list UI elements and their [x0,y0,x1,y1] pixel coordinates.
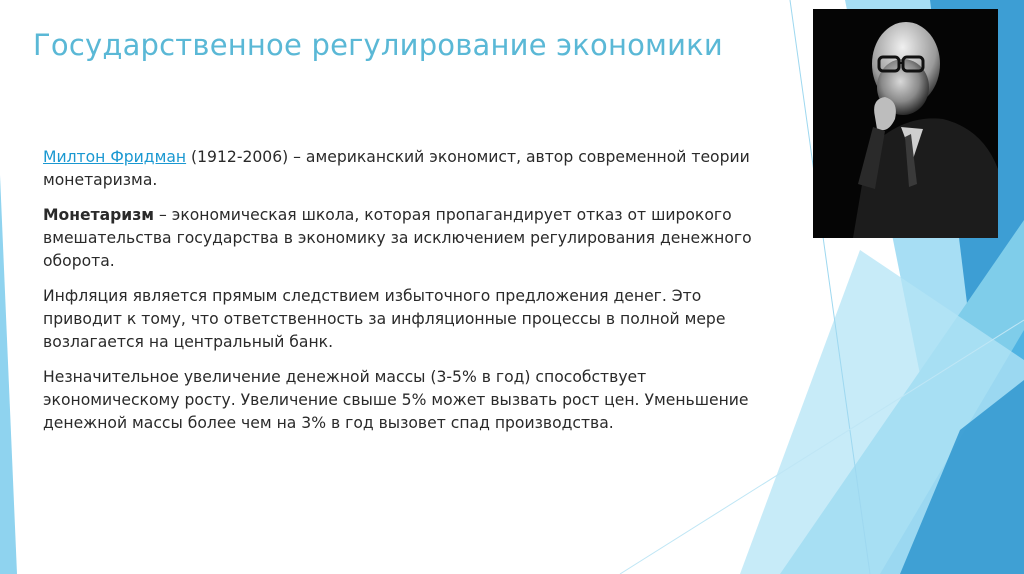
friedman-link[interactable]: Милтон Фридман [43,148,187,166]
paragraph-money-supply: Незначительное увеличение денежной массы (3-5% в год) способствует экономическому росту. Увеличение свыше 5% может вызвать рост цен. Уменьшение денежной массы более чем на 3% в год вызовет спад производства. [43,368,749,432]
portrait-illustration [813,9,998,238]
paragraph-inflation: Инфляция является прямым следствием избыточного предложения денег. Это приводит к тому, что ответственность за инфляционные процессы в полной мере возлагается на центральный банк. [43,287,726,351]
portrait-photo [813,9,998,238]
paragraph-friedman [43,146,763,192]
slide-title: Государственное регулирование экономики [33,28,723,62]
paragraph-monetarism [43,204,763,273]
monetarism-term: Монетаризм [43,206,155,224]
monetarism-definition: – экономическая школа, которая пропагандирует отказ от широкого вмешательства государства в экономику за исключением регулирования денежного оборота. [43,206,752,270]
left-accent-shape [0,175,17,574]
slide-body [43,146,763,447]
friedman-description: (1912-2006) – американский экономист, автор современной теории монетаризма. [43,148,750,189]
